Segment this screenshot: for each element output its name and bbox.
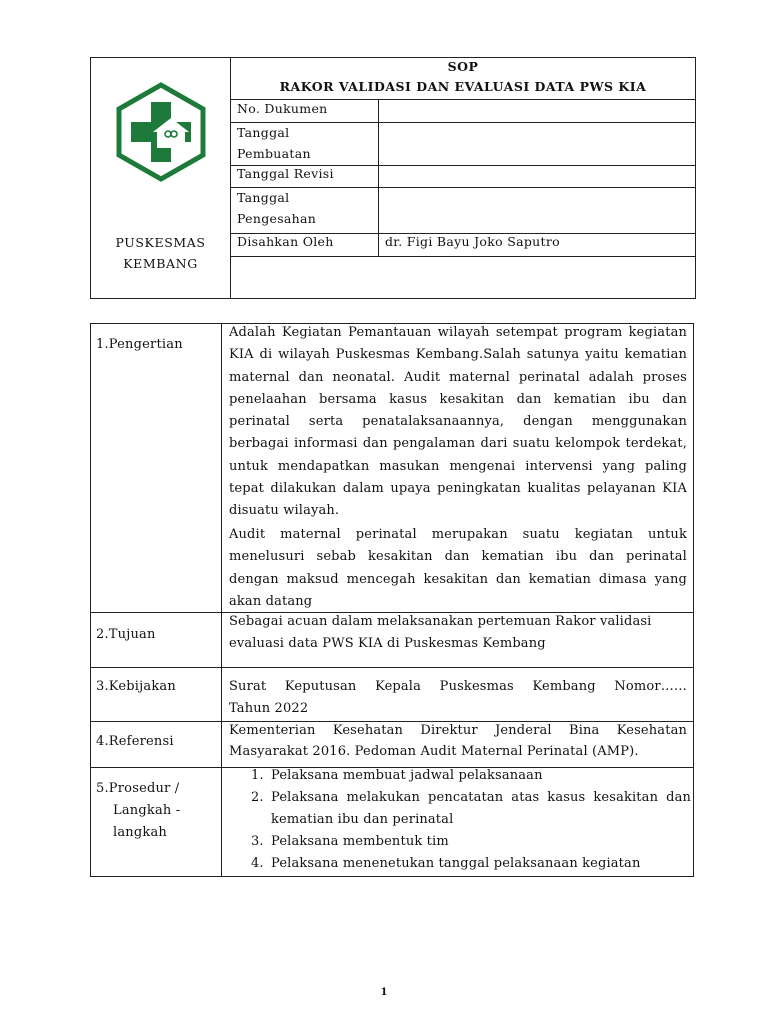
step-text: Pelaksana membuat jadwal pelaksanaan [271,768,543,783]
list-item [231,765,691,787]
kebijakan-line1: Surat Keputusan Kepala Puskesmas Kembang Nomor…… [229,679,687,694]
prosedur-label-l3: langkah [113,825,168,840]
puskesmas-logo [115,82,207,182]
list-item [231,853,691,875]
created-date-label-l1: Tanggal [237,125,290,140]
pengertian-paragraph-2: Audit maternal perinatal merupakan suatu kegiatan untuk menelusuri sebab kesakitan dan kematian ibu dan perinatal dengan maksud mencegah kesakitan dan kematian dimasa yang akan datang [229,527,687,609]
step-number: 1. [251,768,264,783]
step-text: Pelaksana melakukan pencatatan atas kasus kesakitan dan kematian ibu dan perinatal [271,790,691,827]
section-label-kebijakan: 3.Kebijakan [96,679,176,694]
created-date-label [237,122,311,164]
org-name [91,232,230,274]
sop-subtitle: RAKOR VALIDASI DAN EVALUASI DATA PWS KIA [279,79,647,94]
sop-title: SOP [447,59,479,74]
section-label-pengertian: 1.Pengertian [96,337,183,352]
prosedur-label-l2: Langkah - [113,803,181,818]
approved-by-label: Disahkan Oleh [237,234,334,249]
prosedur-label-l1: 5.Prosedur / [96,781,180,796]
approval-date-label [237,187,316,229]
pengertian-paragraph-1: Adalah Kegiatan Pemantauan wilayah setempat program kegiatan KIA di wilayah Puskesmas Kembang.Salah satunya yaitu kematian maternal dan neonatal. Audit maternal perinatal adalah proses penelaahan bersama kasus kesakitan dan kematian ibu dan perinatal serta penatalaksanaannya, dengan menggunakan berbagai informasi dan pengalaman dari suatu kelompok terdekat, untuk mendapatkan masukan mengenai intervensi yang paling tepat dilakukan dalam upaya peningkatan kualitas pelayanan KIA disuatu wilayah. [229,325,687,519]
step-text: Pelaksana menenetukan tanggal pelaksanaan kegiatan [271,856,641,871]
doc-number-label: No. Dukumen [237,101,328,116]
list-item [231,831,691,853]
page-number: 1 [380,987,388,998]
org-name-line2: KEMBANG [123,256,198,271]
section-label-prosedur [96,778,180,844]
org-name-line1: PUSKESMAS [115,235,206,250]
section-label-tujuan: 2.Tujuan [96,627,156,642]
created-date-label-l2: Pembuatan [237,146,311,161]
referensi-text: Kementerian Kesehatan Direktur Jenderal Bina Kesehatan Masyarakat 2016. Pedoman Audit Maternal Perinatal (AMP). [229,723,687,759]
approval-date-label-l2: Pengesahan [237,211,317,226]
kebijakan-text [229,676,687,720]
list-item [231,787,691,831]
step-number: 2. [251,790,264,805]
step-text: Pelaksana membentuk tim [271,834,449,849]
approval-date-label-l1: Tanggal [237,190,290,205]
revision-date-label: Tanggal Revisi [237,166,334,181]
step-number: 3. [251,834,264,849]
kebijakan-line2: Tahun 2022 [229,701,309,716]
approved-by-value: dr. Figi Bayu Joko Saputro [385,234,560,249]
tujuan-text: Sebagai acuan dalam melaksanakan pertemuan Rakor validasi evaluasi data PWS KIA di Puskesmas Kembang [229,614,652,652]
step-number: 4. [251,856,264,871]
prosedur-steps [231,765,691,875]
section-label-referensi: 4.Referensi [96,734,174,749]
